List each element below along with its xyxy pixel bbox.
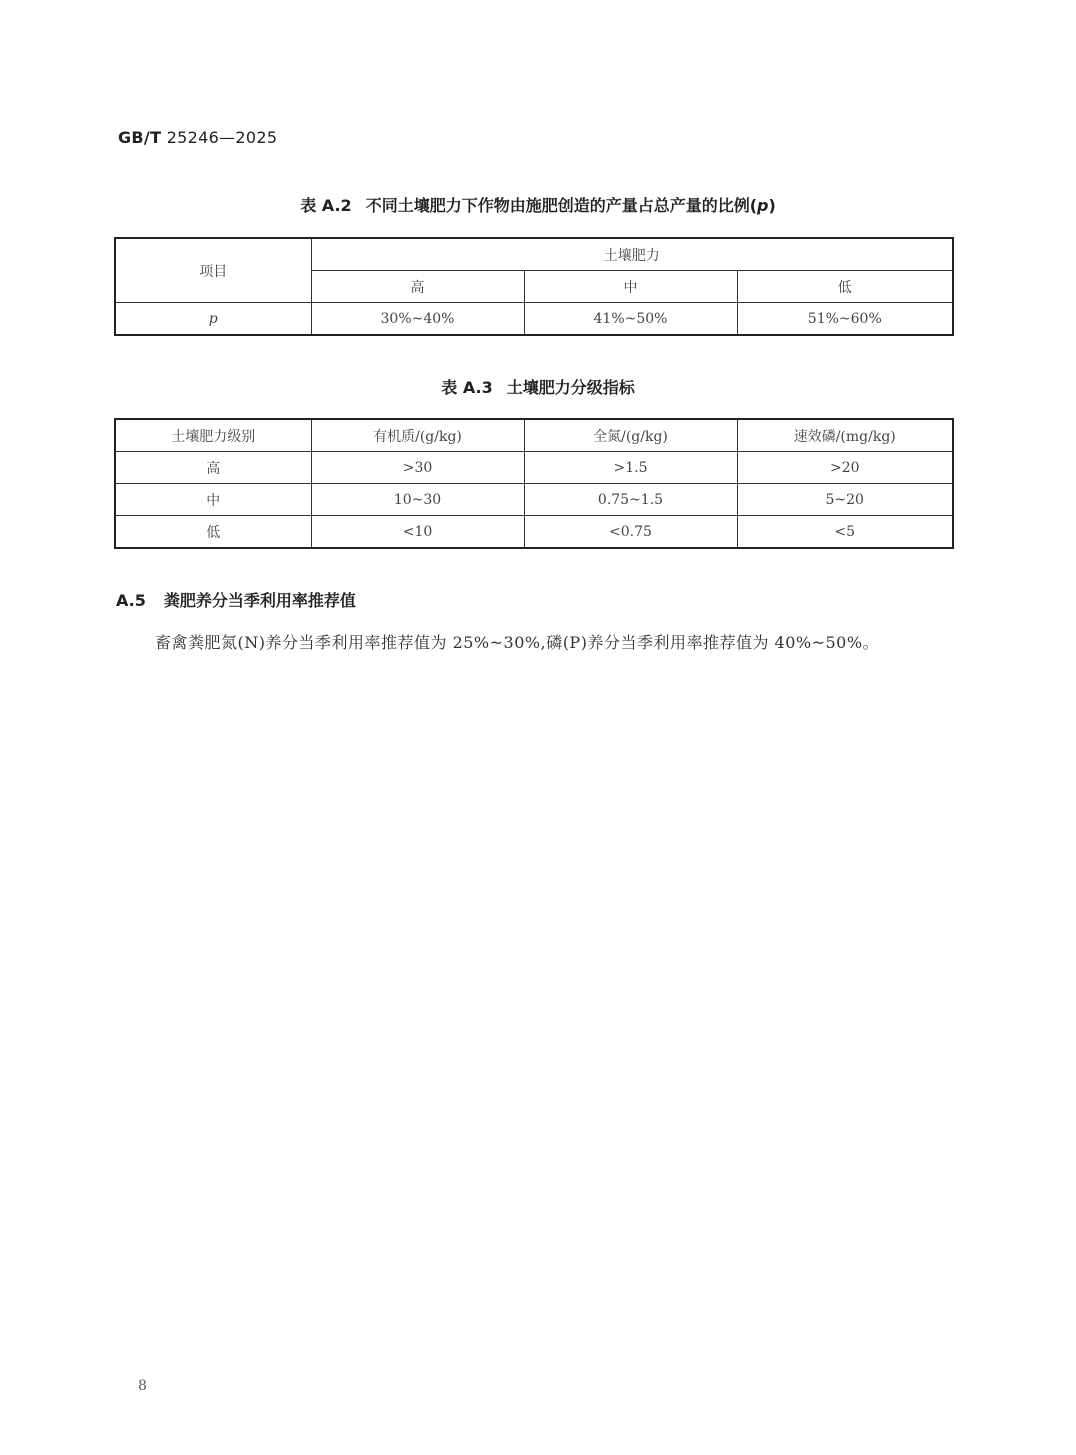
table-a3-header-cell: 全氮/(g/kg) [524,419,737,452]
table-cell: 0.75~1.5 [524,484,737,516]
table-cell: >30 [311,452,524,484]
table-a2-caption [0,193,1076,216]
table-a2 [114,237,954,336]
table-a2-level-high: 高 [311,271,524,303]
table-a3-header-cell: 有机质/(g/kg) [311,419,524,452]
table-a3-header-row [115,419,953,452]
table-a3-title: 土壤肥力分级指标 [506,378,635,397]
table-a3-number: 表 A.3 [441,378,493,397]
section-title: 粪肥养分当季利用率推荐值 [163,591,356,610]
table-a3-header-cell: 速效磷/(mg/kg) [737,419,953,452]
table-a2-number: 表 A.2 [300,196,352,215]
table-a2-value-low: 51%~60% [737,303,953,336]
table-a2-value-mid: 41%~50% [524,303,737,336]
table-a2-title-var: p [757,196,769,215]
table-a2-level-low: 低 [737,271,953,303]
table-cell: >20 [737,452,953,484]
table-a2-title: 不同土壤肥力下作物由施肥创造的产量占总产量的比例( [365,196,758,215]
table-a2-row-label: p [115,303,311,336]
table-a2-value-high: 30%~40% [311,303,524,336]
table-row [115,516,953,549]
table-cell: 中 [115,484,311,516]
table-cell: 10~30 [311,484,524,516]
standard-prefix: GB/T [118,128,162,147]
table-cell: 5~20 [737,484,953,516]
table-a3 [114,418,954,549]
table-a3-caption [0,375,1076,398]
table-row [115,452,953,484]
table-cell: 低 [115,516,311,549]
table-cell: <0.75 [524,516,737,549]
table-cell: <10 [311,516,524,549]
table-a2-level-mid: 中 [524,271,737,303]
table-a2-title-end: ) [768,196,776,215]
table-cell: <5 [737,516,953,549]
table-cell: 高 [115,452,311,484]
table-a2-header-item: 项目 [115,238,311,303]
table-row [115,484,953,516]
table-cell: >1.5 [524,452,737,484]
section-number: A.5 [116,591,146,610]
standard-number: 25246—2025 [166,128,278,147]
page-number: 8 [138,1378,147,1394]
table-a2-header-group: 土壤肥力 [311,238,953,271]
document-code [118,128,277,147]
section-heading [116,588,356,611]
table-a3-header-cell: 土壤肥力级别 [115,419,311,452]
section-paragraph: 畜禽粪肥氮(N)养分当季利用率推荐值为 25%~30%,磷(P)养分当季利用率推荐值为 40%~50%。 [155,633,880,652]
